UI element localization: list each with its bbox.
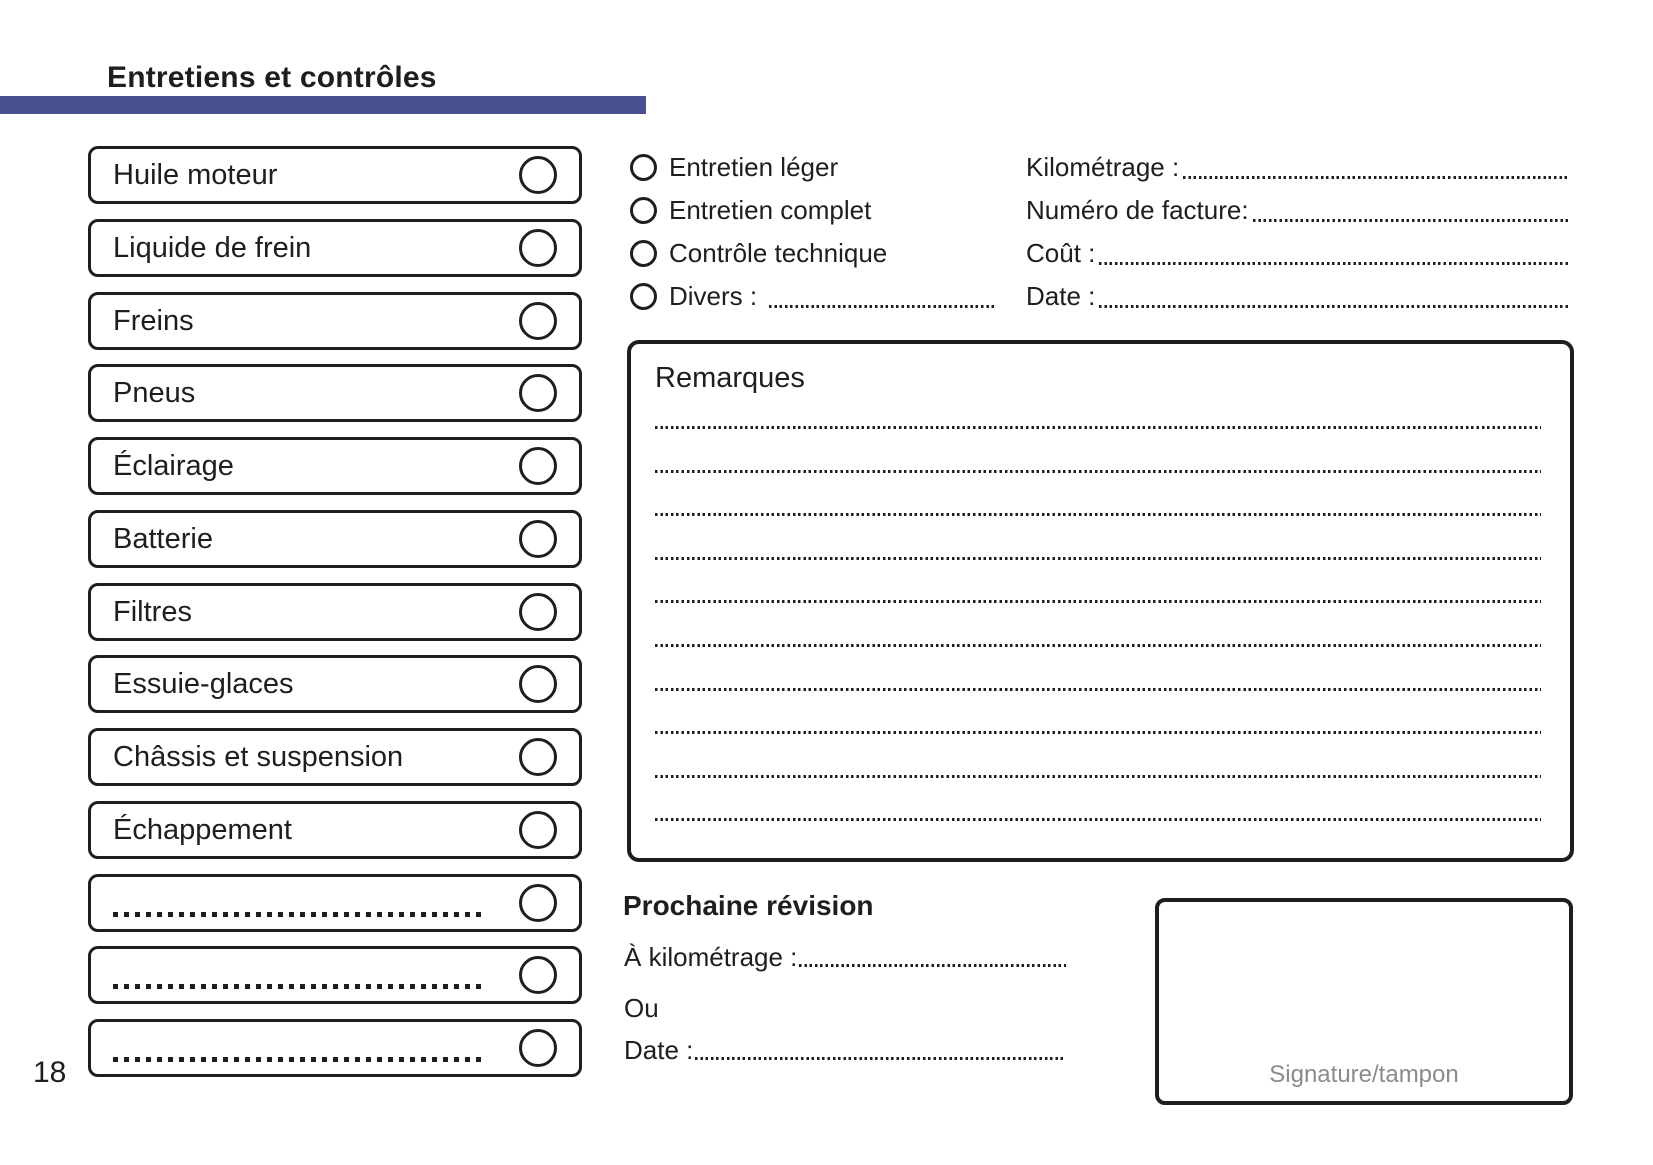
radio-circle-icon[interactable] bbox=[630, 154, 657, 181]
checklist-item-label: Éclairage bbox=[113, 449, 234, 482]
service-option-label: Contrôle technique bbox=[669, 237, 888, 268]
service-option-label: Divers : bbox=[669, 280, 758, 311]
cout-write-line[interactable] bbox=[1099, 262, 1568, 265]
check-circle-icon[interactable] bbox=[519, 1029, 557, 1067]
numero-facture-write-line[interactable] bbox=[1253, 219, 1568, 222]
checklist-row-liquide-de-frein[interactable] bbox=[88, 219, 582, 277]
checklist-row-essuie-glaces[interactable] bbox=[88, 655, 582, 713]
checklist-row-eclairage[interactable] bbox=[88, 437, 582, 495]
radio-circle-icon[interactable] bbox=[630, 240, 657, 267]
page-number: 18 bbox=[33, 1056, 67, 1089]
checklist-row-echappement[interactable] bbox=[88, 801, 582, 859]
field-label: Date : bbox=[1026, 280, 1096, 311]
checklist-row-blank-1[interactable] bbox=[88, 874, 582, 932]
radio-circle-icon[interactable] bbox=[630, 283, 657, 310]
service-option-divers[interactable] bbox=[630, 278, 995, 314]
check-circle-icon[interactable] bbox=[519, 593, 557, 631]
field-row-numero-de-facture bbox=[1026, 192, 1568, 228]
check-circle-icon[interactable] bbox=[519, 520, 557, 558]
title-accent-bar bbox=[0, 96, 646, 114]
checklist-item-label: Pneus bbox=[113, 376, 196, 409]
next-service-title: Prochaine révision bbox=[623, 890, 874, 921]
field-label: Kilométrage : bbox=[1026, 151, 1180, 182]
field-label: Numéro de facture: bbox=[1026, 194, 1249, 225]
remarks-write-line[interactable] bbox=[655, 818, 1541, 821]
blank-item-write-line[interactable] bbox=[113, 912, 485, 917]
blank-item-write-line[interactable] bbox=[113, 1057, 485, 1062]
next-service-date-label: Date : bbox=[624, 1034, 694, 1065]
checklist-item-label: Freins bbox=[113, 304, 194, 337]
radio-circle-icon[interactable] bbox=[630, 197, 657, 224]
remarks-write-line[interactable] bbox=[655, 557, 1541, 560]
check-circle-icon[interactable] bbox=[519, 956, 557, 994]
checklist-row-blank-2[interactable] bbox=[88, 946, 582, 1004]
next-service-km-write-line[interactable] bbox=[799, 964, 1066, 967]
service-option-entretien-complet[interactable] bbox=[630, 192, 871, 228]
checklist-item-label: Échappement bbox=[113, 813, 292, 846]
check-circle-icon[interactable] bbox=[519, 302, 557, 340]
checklist-item-label: Essuie-glaces bbox=[113, 667, 294, 700]
checklist-item-label: Châssis et suspension bbox=[113, 740, 404, 773]
check-circle-icon[interactable] bbox=[519, 665, 557, 703]
remarks-title: Remarques bbox=[655, 362, 805, 394]
check-circle-icon[interactable] bbox=[519, 447, 557, 485]
checklist-row-filtres[interactable] bbox=[88, 583, 582, 641]
signature-box[interactable] bbox=[1155, 898, 1573, 1105]
remarks-write-line[interactable] bbox=[655, 513, 1541, 516]
page-title: Entretiens et contrôles bbox=[107, 61, 437, 94]
check-circle-icon[interactable] bbox=[519, 811, 557, 849]
check-circle-icon[interactable] bbox=[519, 374, 557, 412]
check-circle-icon[interactable] bbox=[519, 156, 557, 194]
next-service-date-write-line[interactable] bbox=[695, 1057, 1066, 1060]
date-write-line[interactable] bbox=[1099, 305, 1568, 308]
check-circle-icon[interactable] bbox=[519, 738, 557, 776]
checklist-row-huile-moteur[interactable] bbox=[88, 146, 582, 204]
remarks-write-line[interactable] bbox=[655, 775, 1541, 778]
checklist-row-chassis-et-suspension[interactable] bbox=[88, 728, 582, 786]
checklist-row-pneus[interactable] bbox=[88, 364, 582, 422]
checklist-item-label: Huile moteur bbox=[113, 158, 278, 191]
remarks-write-line[interactable] bbox=[655, 426, 1541, 429]
checklist-row-batterie[interactable] bbox=[88, 510, 582, 568]
remarks-box bbox=[627, 340, 1574, 862]
next-service-km-row bbox=[624, 941, 1066, 973]
field-label: Coût : bbox=[1026, 237, 1096, 268]
check-circle-icon[interactable] bbox=[519, 229, 557, 267]
service-option-entretien-leger[interactable] bbox=[630, 149, 838, 185]
divers-write-line[interactable] bbox=[769, 305, 995, 308]
next-service-or-label: Ou bbox=[624, 993, 659, 1023]
remarks-write-line[interactable] bbox=[655, 688, 1541, 691]
signature-label: Signature/tampon bbox=[1269, 1061, 1459, 1088]
remarks-write-line[interactable] bbox=[655, 644, 1541, 647]
next-service-date-row bbox=[624, 1034, 1066, 1066]
field-row-date bbox=[1026, 278, 1568, 314]
checklist-item-label: Filtres bbox=[113, 595, 192, 628]
field-row-cout bbox=[1026, 235, 1568, 271]
remarks-write-line[interactable] bbox=[655, 470, 1541, 473]
checklist-row-blank-3[interactable] bbox=[88, 1019, 582, 1077]
field-row-kilometrage bbox=[1026, 149, 1568, 185]
checklist-item-label: Batterie bbox=[113, 522, 213, 555]
next-service-km-label: À kilométrage : bbox=[624, 941, 798, 972]
kilometrage-write-line[interactable] bbox=[1183, 176, 1568, 179]
service-option-controle-technique[interactable] bbox=[630, 235, 887, 271]
blank-item-write-line[interactable] bbox=[113, 984, 485, 989]
remarks-write-line[interactable] bbox=[655, 731, 1541, 734]
check-circle-icon[interactable] bbox=[519, 884, 557, 922]
remarks-write-line[interactable] bbox=[655, 600, 1541, 603]
checklist-row-freins[interactable] bbox=[88, 292, 582, 350]
service-option-label: Entretien complet bbox=[669, 194, 872, 225]
service-option-label: Entretien léger bbox=[669, 151, 839, 182]
checklist-item-label: Liquide de frein bbox=[113, 231, 312, 264]
